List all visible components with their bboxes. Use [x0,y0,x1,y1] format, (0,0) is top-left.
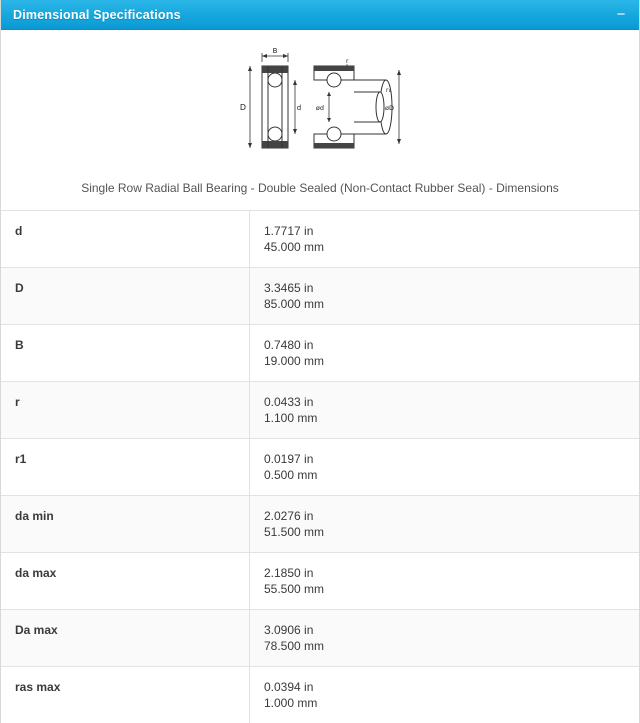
value-inch: 0.0394 in [264,679,625,695]
value-mm: 85.000 mm [264,296,625,312]
value-inch: 0.0197 in [264,451,625,467]
row-label: D [1,268,250,325]
svg-text:r: r [346,58,349,65]
panel-body [1,30,639,723]
value-mm: 19.000 mm [264,353,625,369]
value-inch: 2.1850 in [264,565,625,581]
table-row [1,610,639,667]
value-mm: 45.000 mm [264,239,625,255]
row-label: r1 [1,439,250,496]
row-value [250,211,640,268]
value-inch: 2.0276 in [264,508,625,524]
row-label: ras max [1,667,250,723]
svg-text:d: d [297,104,301,112]
table-row [1,211,639,268]
dimensions-table [1,210,639,723]
value-mm: 0.500 mm [264,467,625,483]
table-row [1,325,639,382]
value-inch: 3.0906 in [264,622,625,638]
row-value [250,553,640,610]
row-label: d [1,211,250,268]
bearing-diagram-svg [234,48,406,166]
row-label: da min [1,496,250,553]
minus-icon[interactable]: − [613,7,629,22]
panel-title: Dimensional Specifications [13,8,181,22]
figure-caption: Single Row Radial Ball Bearing - Double Sealed (Non-Contact Rubber Seal) - Dimensions [1,172,639,210]
value-inch: 3.3465 in [264,280,625,296]
row-value [250,496,640,553]
table-row [1,667,639,723]
value-mm: 55.500 mm [264,581,625,597]
svg-text:r₁: r₁ [386,87,391,94]
row-value [250,667,640,723]
value-inch: 0.0433 in [264,394,625,410]
table-row [1,382,639,439]
panel-header [1,0,639,30]
table-row [1,496,639,553]
figure-area [1,30,639,172]
svg-text:B: B [273,48,278,55]
value-mm: 1.100 mm [264,410,625,426]
row-label: B [1,325,250,382]
value-inch: 0.7480 in [264,337,625,353]
bearing-cross-section-diagram [234,48,406,166]
table-row [1,268,639,325]
row-label: r [1,382,250,439]
value-mm: 78.500 mm [264,638,625,654]
table-row [1,553,639,610]
value-mm: 1.000 mm [264,695,625,711]
row-label: da max [1,553,250,610]
svg-text:D: D [240,103,246,112]
row-value [250,382,640,439]
row-value [250,610,640,667]
row-value [250,268,640,325]
value-inch: 1.7717 in [264,223,625,239]
row-label: Da max [1,610,250,667]
svg-text:ød: ød [316,104,324,112]
row-value [250,439,640,496]
svg-text:øD: øD [385,104,394,112]
row-value [250,325,640,382]
value-mm: 51.500 mm [264,524,625,540]
table-row [1,439,639,496]
